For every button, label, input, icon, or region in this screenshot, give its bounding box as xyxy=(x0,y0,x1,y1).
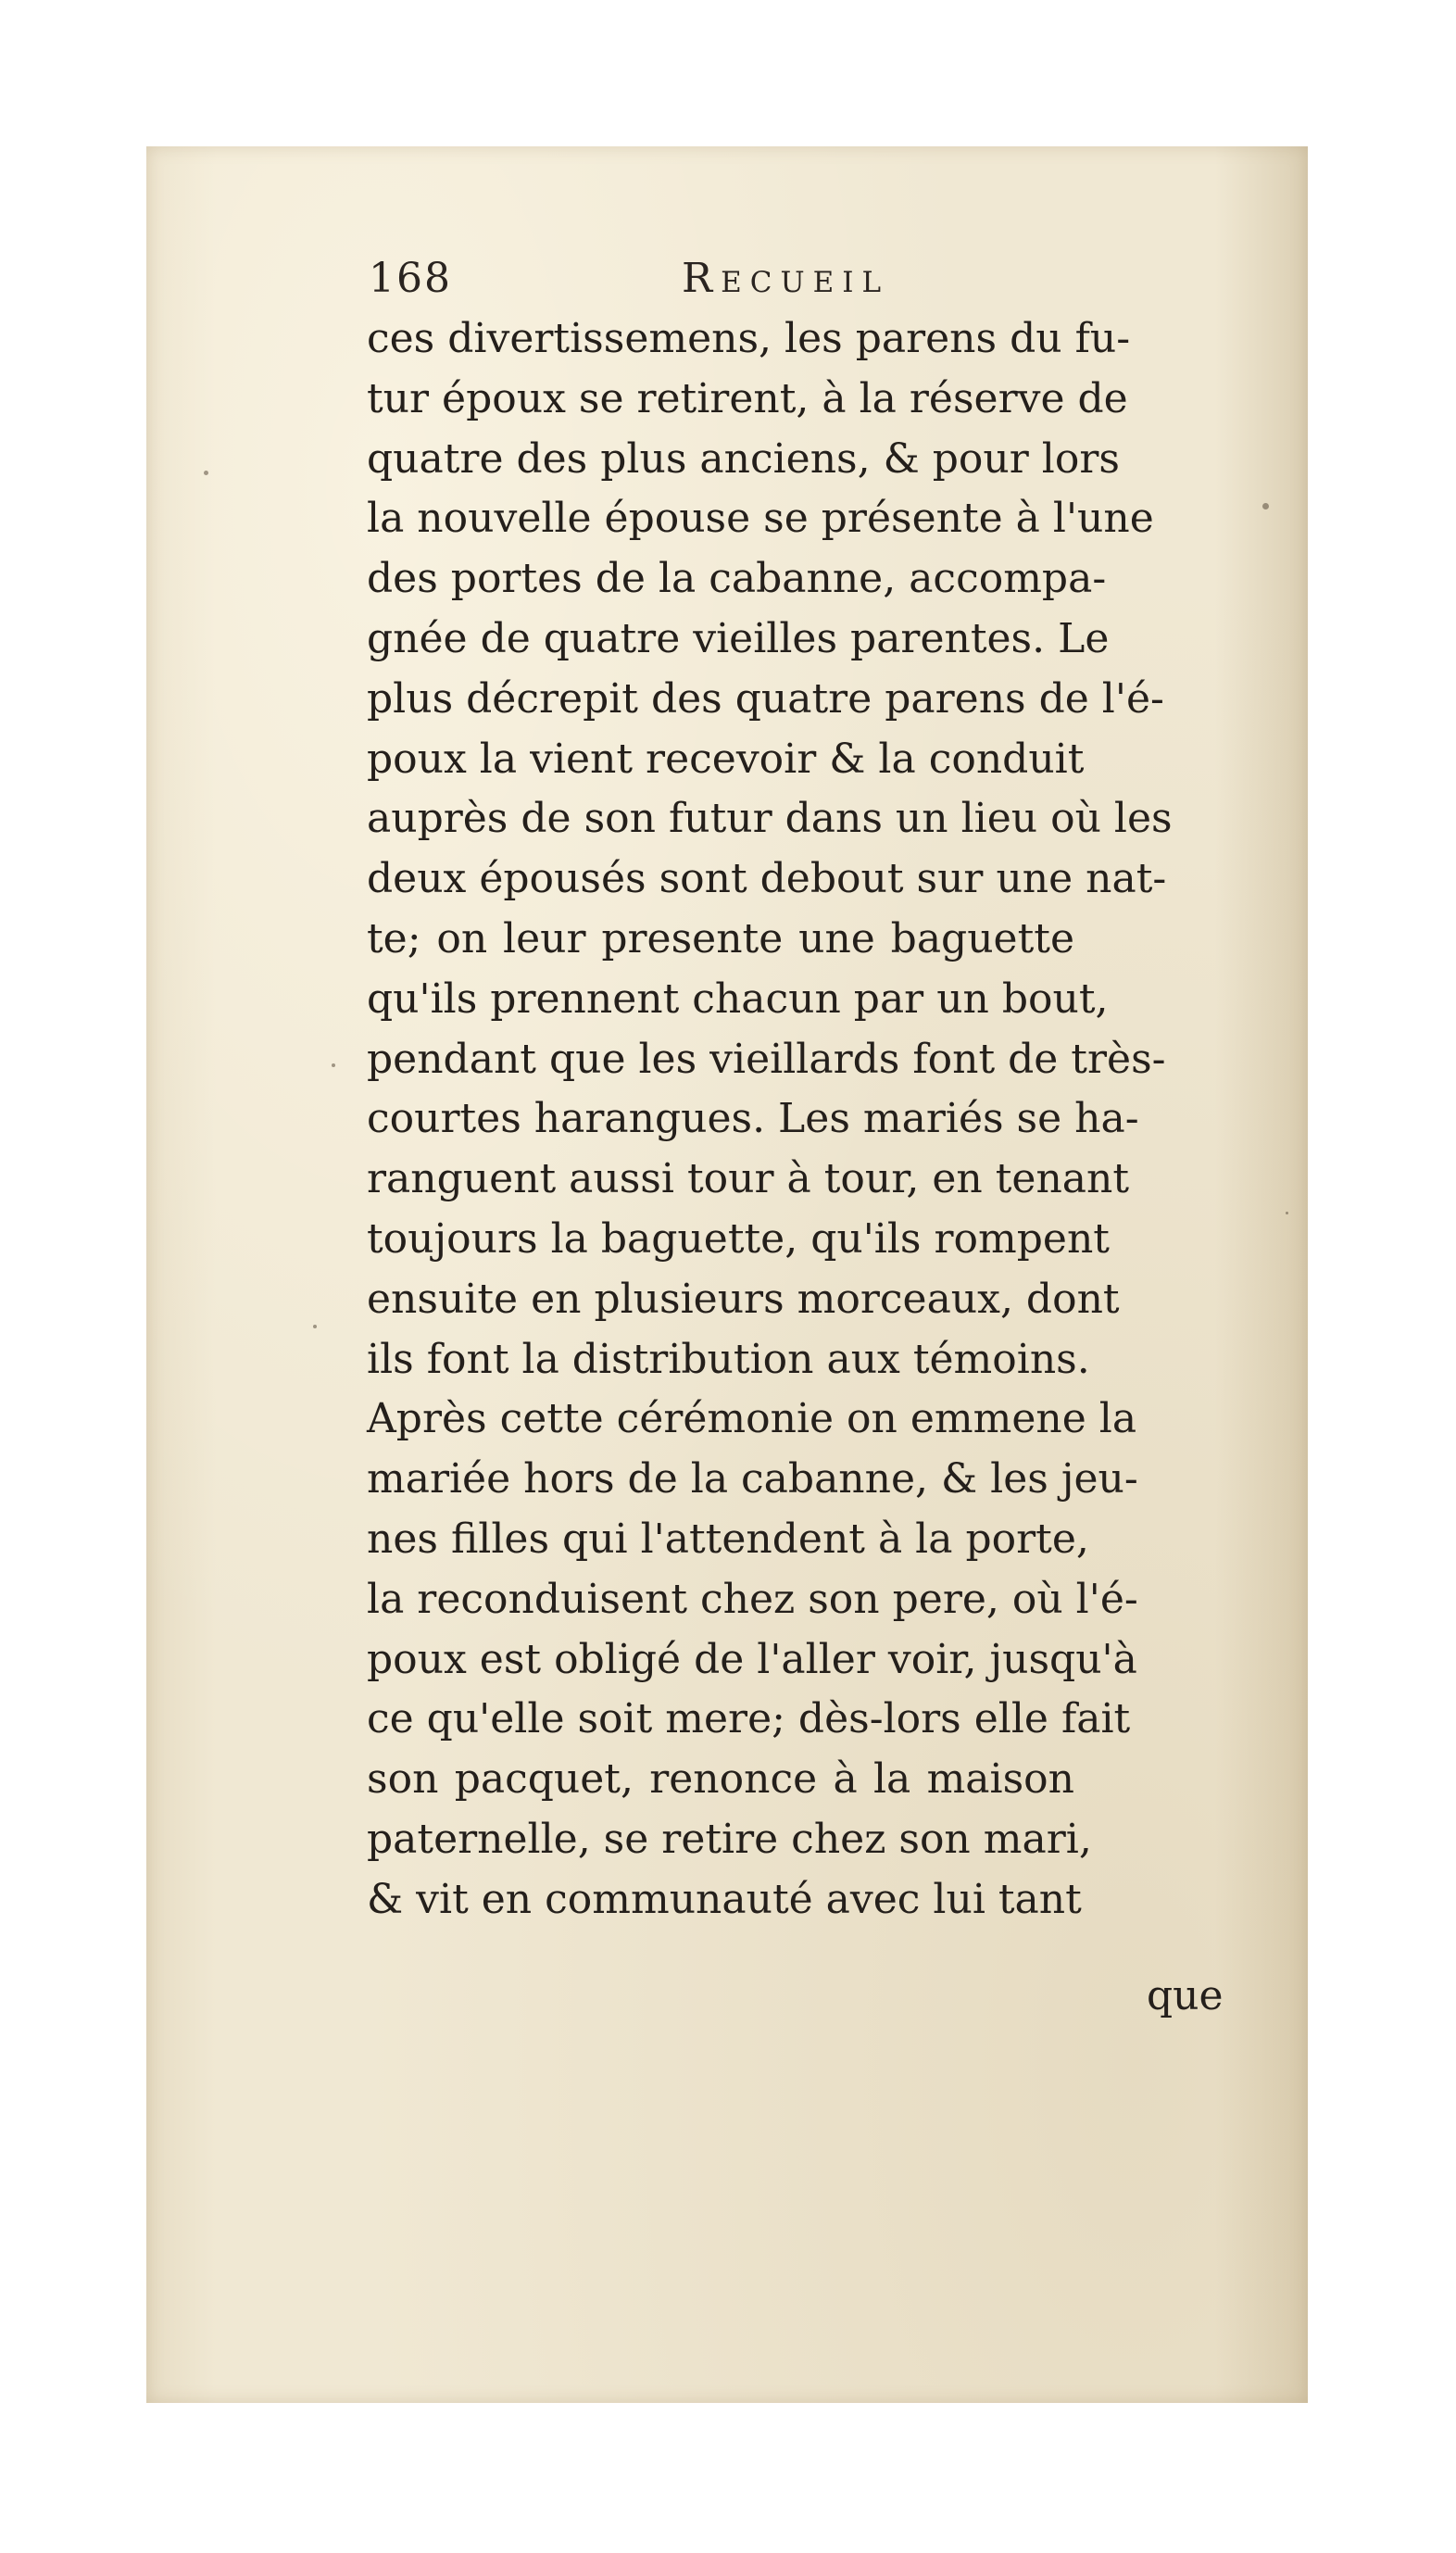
text-line: paternelle, se retire chez son mari, xyxy=(367,1815,1092,1863)
text-line: ensuite en plusieurs morceaux, dont xyxy=(367,1275,1120,1323)
text-line: nes filles qui l'attendent à la porte, xyxy=(367,1515,1089,1563)
body-text xyxy=(367,309,1173,1930)
text-line: tur époux se retirent, à la réserve de xyxy=(367,374,1128,422)
text-line: plus décrepit des quatre parens de l'é- xyxy=(367,674,1164,723)
text-line: toujours la baguette, qu'ils rompent xyxy=(367,1214,1110,1263)
text-line: auprès de son futur dans un lieu où les xyxy=(367,795,1173,843)
text-line: ils font la distribution aux témoins. xyxy=(367,1335,1090,1383)
text-line: Après cette cérémonie on emmene la xyxy=(367,1395,1137,1443)
text-line: la reconduisent chez son pere, où l'é- xyxy=(367,1575,1138,1623)
text-line: te; on leur presente une baguette xyxy=(367,914,1074,962)
paper-speck xyxy=(1286,1212,1288,1214)
text-line: ces divertissemens, les parens du fu- xyxy=(367,315,1131,362)
text-line: qu'ils prennent chacun par un bout, xyxy=(367,975,1109,1023)
text-line: pendant que les vieillards font de très- xyxy=(367,1035,1166,1083)
text-line: gnée de quatre vieilles parentes. Le xyxy=(367,614,1110,662)
text-line: mariée hors de la cabanne, & les jeu- xyxy=(367,1455,1138,1503)
running-head: Recueil xyxy=(682,255,890,302)
paper-speck xyxy=(204,471,208,475)
paper-speck xyxy=(332,1063,335,1067)
text-line: la nouvelle épouse se présente à l'une xyxy=(367,495,1154,543)
page-header xyxy=(369,250,1073,308)
text-line: courtes harangues. Les mariés se ha- xyxy=(367,1095,1139,1143)
text-line: deux épousés sont debout sur une nat- xyxy=(367,855,1167,903)
catchword: que xyxy=(1147,1972,1224,2019)
paper-speck xyxy=(313,1325,317,1328)
book-page xyxy=(146,146,1308,2403)
text-line: ce qu'elle soit mere; dès-lors elle fait xyxy=(367,1695,1131,1743)
text-line: ranguent aussi tour à tour, en tenant xyxy=(367,1155,1130,1203)
page-number: 168 xyxy=(369,255,452,302)
text-line: poux est obligé de l'aller voir, jusqu'à xyxy=(367,1635,1137,1683)
text-line: & vit en communauté avec lui tant xyxy=(367,1875,1082,1923)
text-line: quatre des plus anciens, & pour lors xyxy=(367,434,1120,483)
text-line: son pacquet, renonce à la maison xyxy=(367,1755,1074,1804)
paper-speck xyxy=(1262,503,1269,509)
text-line: poux la vient recevoir & la conduit xyxy=(367,735,1085,783)
text-line: des portes de la cabanne, accompa- xyxy=(367,555,1107,603)
